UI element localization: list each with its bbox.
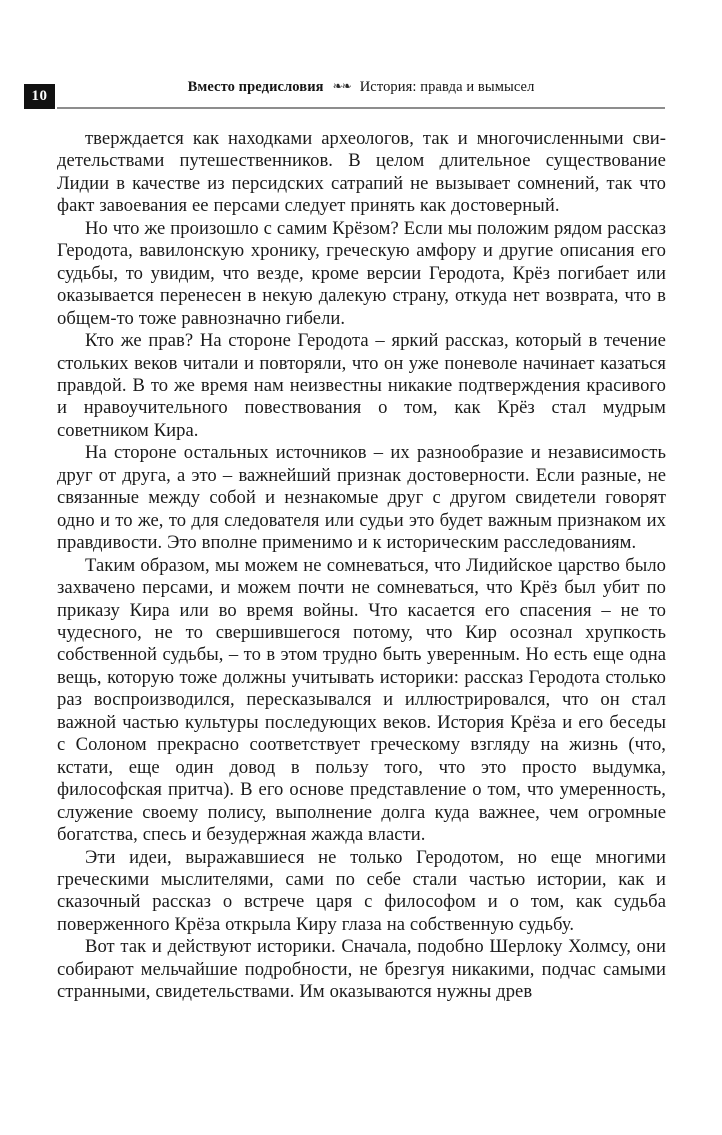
page-number-badge: 10 (24, 84, 55, 109)
running-head-title: История: правда и вымысел (359, 79, 535, 95)
paragraph: Таким образом, мы можем не сомневаться, что Лидийское царство было захвачено персами, и можем почти не сомневаться, что Крёз был убит по приказу Кира или во время войны. Что касается его спасения – не то чудесного, не то свершившегося потому, что Кир осознал хрупкость собственной судьбы, – то в этом трудно быть уверенным. Но есть еще одна вещь, которую тоже должны учитывать историки: рассказ Геродота столько раз воспроизводился, пересказывался и иллюстрировался, что он стал важной частью культуры последующих веков. История Крёза и его беседы с Солоном прекрасно соответствует греческому взгляду на жизнь (что, кстати, еще один довод в пользу того, что это просто выдумка, философская притча). В его основе представление о том, что умеренность, служение своему полису, выполнение долга куда важнее, чем огромные богатства, спесь и безудержная жажда власти. (57, 554, 666, 846)
running-head-section: Вместо предисловия (187, 79, 324, 95)
paragraph: Кто же прав? На стороне Геродота – яркий рассказ, который в течение стольких веков читали и повторяли, что он уже поневоле начинает казаться правдой. В то же время нам неизвестны никакие подтверждения красивого и нравоучительного повествования о том, как Крёз стал мудрым советником Кира. (57, 330, 666, 441)
running-header (0, 76, 722, 116)
paragraph: Но что же произошло с самим Крёзом? Если мы положим рядом рассказ Геродота, вавилонскую хронику, греческую амфору и другие описания его судьбы, то увидим, что везде, кроме версии Геродота, Крёз погибает или оказывается перенесен в некую далекую страну, откуда нет возврата, что в общем-то тоже равнозначно гибели. (57, 217, 666, 329)
header-divider-rule (57, 107, 665, 109)
fleuron-ornament-icon: ❧❧ (332, 79, 351, 93)
paragraph: Вот так и действуют историки. Сначала, подобно Шерлоку Холмсу, они собирают мельчайшие подробности, не брезгуя никакими, подчас самыми странными, свидетельствами. Им оказываются нужны древ (57, 936, 666, 1003)
paragraph: тверждается как находками археологов, так и многочисленными свидетельствами путешественников. В целом длительное существование Лидии в качестве из персидских сатрапий не вызывает сомнений, так что факт завоевания ее персами следует принять как достоверный. (57, 128, 666, 217)
running-head-text (57, 76, 665, 97)
paragraph: На стороне остальных источников – их разнообразие и независимость друг от друга, а это – важнейший признак достоверности. Если разные, не связанные между собой и незнакомые друг с другом свидетели говорят одно и то же, то для следователя или судьи это будет важным признаком их правдивости. Это вполне применимо и к историческим расследованиям. (57, 442, 666, 554)
body-text-block (57, 128, 666, 1004)
paragraph: Эти идеи, выражавшиеся не только Геродотом, но еще многими греческими мыслителями, сами по себе стали частью истории, как и сказочный рассказ о встрече царя с философом и о том, как судьба поверженного Крёза открыла Киру глаза на собственную судьбу. (57, 846, 666, 935)
